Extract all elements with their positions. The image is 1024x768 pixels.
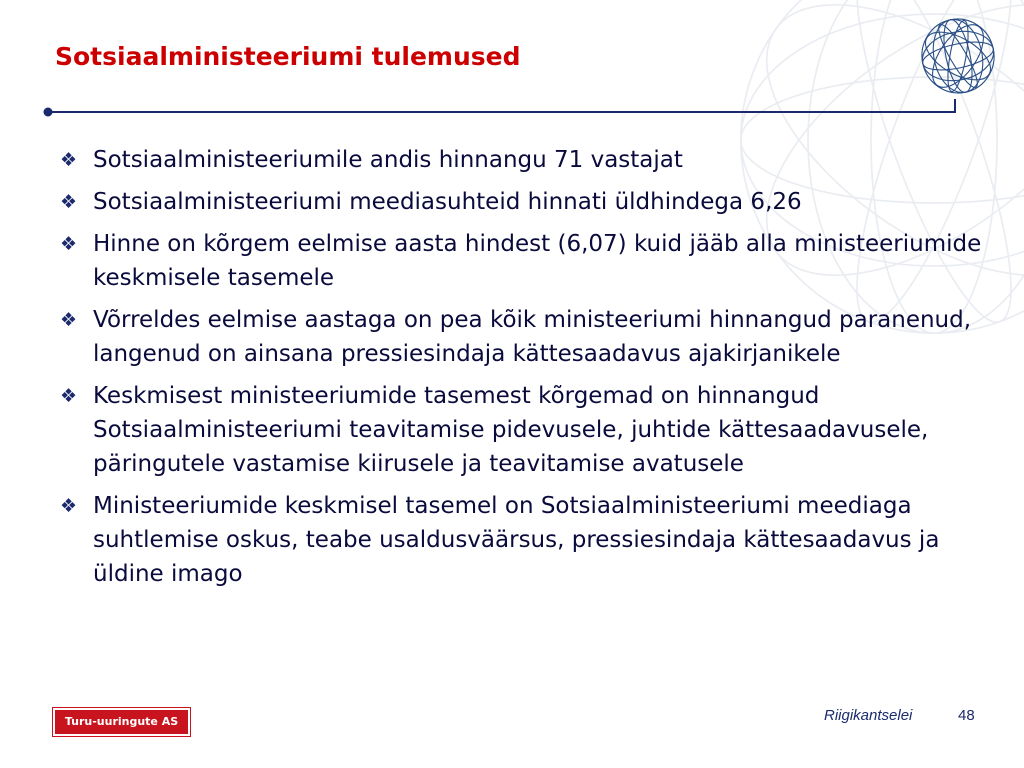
diamond-dots-icon: ❖ <box>60 495 78 517</box>
bullet-text: Ministeeriumide keskmisel tasemel on Sotsiaalministeeriumi meediaga suhtlemise oskus, teabe usaldusväärsus, pressiesindaja kättesaadavus ja üldine imago <box>93 493 940 587</box>
bullet-text: Sotsiaalministeeriumile andis hinnangu 71 vastajat <box>93 147 683 173</box>
bullet-list <box>60 143 990 599</box>
page-number: 48 <box>958 707 975 724</box>
bullet-item <box>60 379 990 481</box>
bullet-item <box>60 185 990 219</box>
title-divider <box>0 0 1024 130</box>
bullet-item <box>60 489 990 591</box>
bullet-text: Hinne on kõrgem eelmise aasta hindest (6,07) kuid jääb alla ministeeriumide keskmisele tasemele <box>93 231 982 291</box>
bullet-text: Keskmisest ministeeriumide tasemest kõrgemad on hinnangud Sotsiaalministeeriumi teavitamise pidevusele, juhtide kättesaadavusele, päringutele vastamise kiirusele ja teavitamise avatusele <box>93 383 929 477</box>
diamond-dots-icon: ❖ <box>60 385 78 407</box>
diamond-dots-icon: ❖ <box>60 233 78 255</box>
bullet-item <box>60 143 990 177</box>
bullet-item <box>60 303 990 371</box>
diamond-dots-icon: ❖ <box>60 149 78 171</box>
bullet-text: Sotsiaalministeeriumi meediasuhteid hinnati üldhindega 6,26 <box>93 189 802 215</box>
bullet-item <box>60 227 990 295</box>
footer-source: Riigikantselei <box>824 707 913 724</box>
company-logo: Turu-uuringute AS <box>53 708 190 736</box>
bullet-text: Võrreldes eelmise aastaga on pea kõik ministeeriumi hinnangud paranenud, langenud on ainsana pressiesindaja kättesaadavus ajakirjanikele <box>93 307 972 367</box>
diamond-dots-icon: ❖ <box>60 191 78 213</box>
slide-title: Sotsiaalministeeriumi tulemused <box>55 42 521 71</box>
diamond-dots-icon: ❖ <box>60 309 78 331</box>
